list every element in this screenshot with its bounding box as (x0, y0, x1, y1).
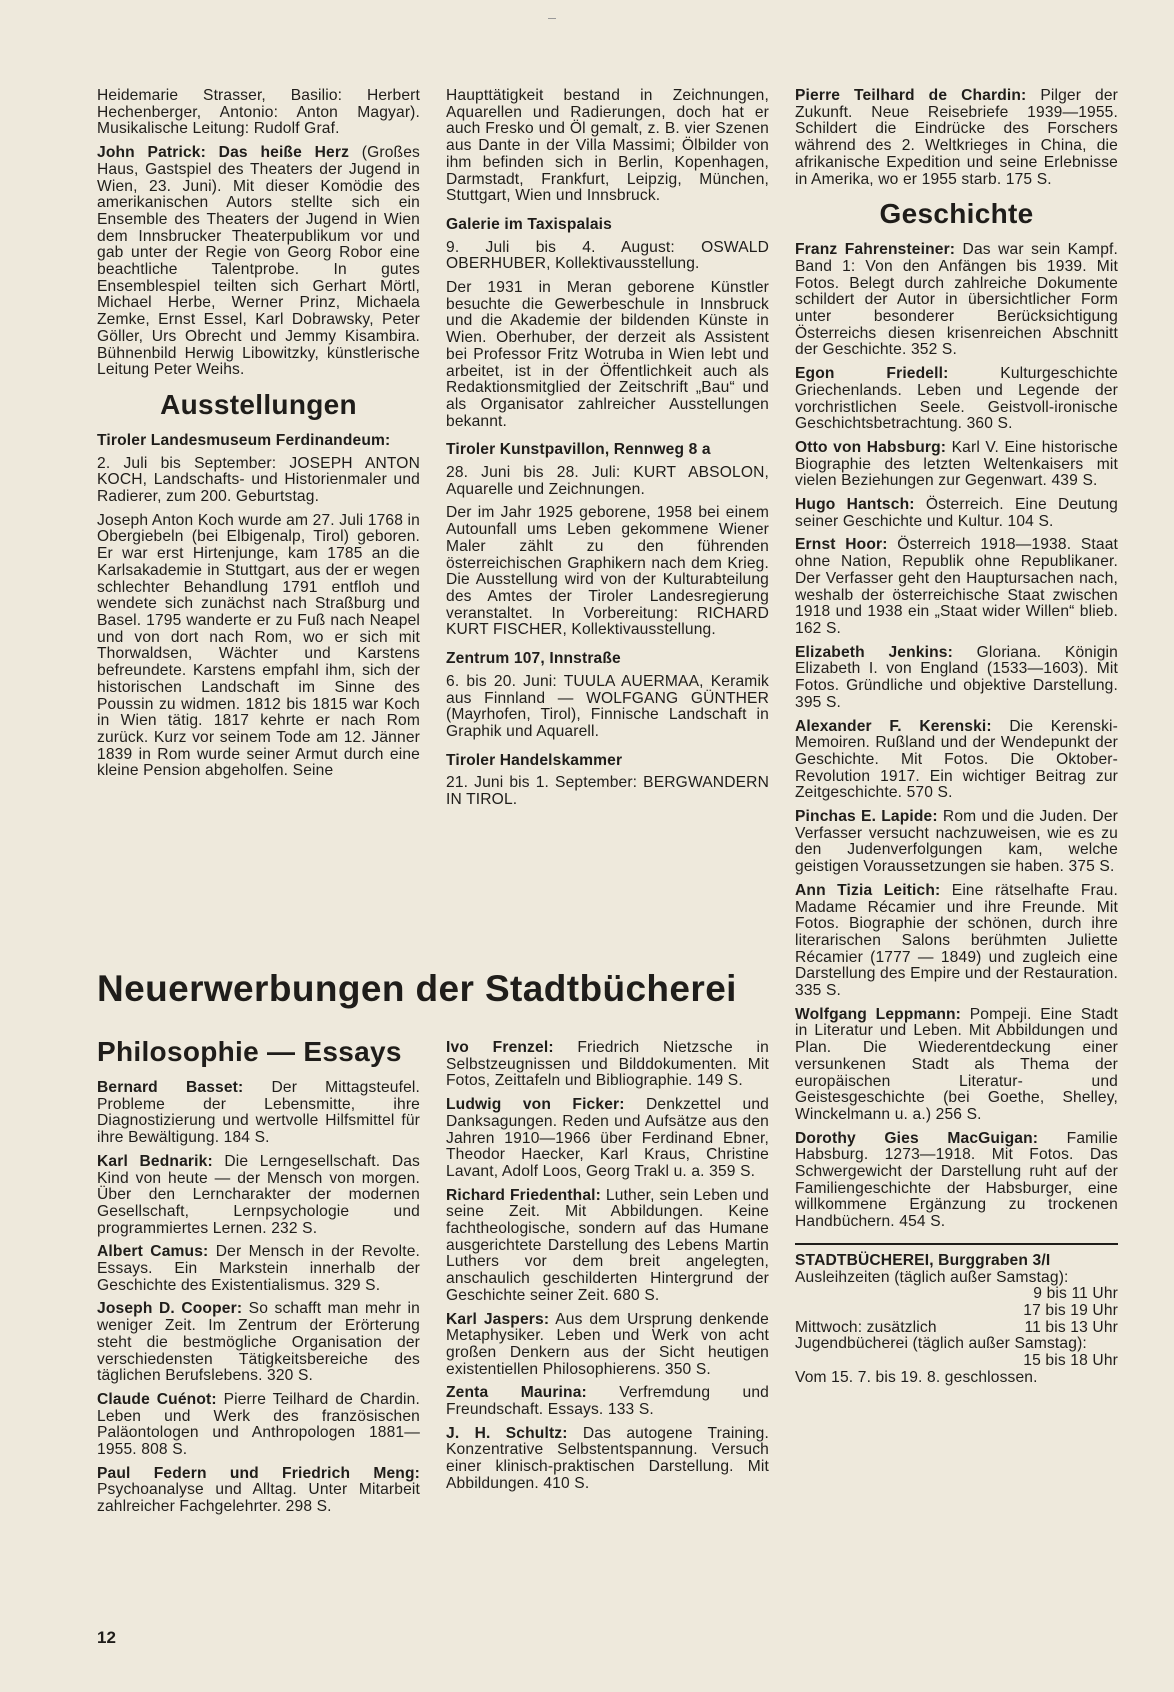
entry-paragraph (446, 465, 769, 498)
lending-time-2: 17 bis 19 Uhr (1023, 1302, 1118, 1319)
entry-author: Pierre Teilhard de Chardin: (795, 87, 1027, 104)
entry-text: Heidemarie Strasser, Basilio: Herbert Hechenberger, Antonio: Anton Magyar). Musikalische Leitung: Rudolf Graf. (97, 87, 420, 138)
column-2-bottom (446, 1040, 769, 1500)
entry-paragraph (795, 440, 1118, 490)
entry-paragraph (795, 645, 1118, 712)
entry-author: Bernard Basset: (97, 1079, 244, 1096)
entry-paragraph (446, 674, 769, 741)
venue-heading: Tiroler Kunstpavillon, Rennweg 8 a (446, 441, 711, 459)
entry-author: Karl Jaspers: (446, 1310, 550, 1328)
entry-paragraph (97, 456, 420, 506)
entry-text: 6. bis 20. Juni: TUULA AUERMAA, Keramik aus Finnland — WOLFGANG GÜNTHER (Mayrhofen, Tirol), Finnische Landschaft in Graphik und Aquarell. (446, 672, 769, 740)
library-title: STADTBÜCHEREI, Burggraben 3/I (795, 1251, 1051, 1269)
entry-text: Der im Jahr 1925 geborene, 1958 bei einem Autounfall ums Leben gekommene Wiener Maler zählt zu den führenden österreichischen Graphikern nach dem Krieg. Die Ausstellung wird von der Kulturabteilung des Amtes der Tiroler Landesregierung veranstaltet. In Vorbereitung: RICHARD KURT FISCHER, Kollektivausstellung. (446, 504, 769, 639)
section-heading: Ausstellungen (160, 388, 357, 420)
entry-text: Das autogene Training. Konzentrative Selbstentspannung. Versuch einer klinisch-praktischen Darstellung. Mit Abbildungen. 410 S. (446, 1424, 769, 1492)
entry-paragraph (795, 1131, 1118, 1231)
entry-paragraph (97, 1466, 420, 1516)
entry-author: Richard Friedenthal: (446, 1186, 602, 1204)
entry-paragraph (446, 240, 769, 273)
entry-author: Otto von Habsburg: (795, 438, 947, 456)
entry-author: Karl Bednarik: (97, 1152, 213, 1170)
entry-author: Joseph D. Cooper: (97, 1300, 243, 1318)
entry-author: Ann Tizia Leitich: (795, 881, 941, 899)
entry-text: Die Lerngesellschaft. Das Kind von heute — der Mensch von morgen. Über den Lerncharakter der modernen Gesellschaft, Lernpsychologie und programmiertes Lernen. 232 S. (97, 1152, 420, 1237)
entry-paragraph (795, 242, 1118, 359)
lending-time-1: 9 bis 11 Uhr (1033, 1285, 1118, 1303)
entry-author: Paul Federn und Friedrich Meng: (97, 1464, 420, 1482)
column-3 (795, 88, 1118, 1387)
section-heading: Geschichte (879, 198, 1034, 230)
entry-text: 9. Juli bis 4. August: OSWALD OBERHUBER, Kollektivausstellung. (446, 238, 769, 273)
entry-text: Friedrich Nietzsche in Selbstzeugnissen und Bilddokumenten. Mit Fotos, Zeittafeln und Bibliographie. 149 S. (446, 1039, 769, 1090)
entry-paragraph (97, 513, 420, 780)
column-1-top (97, 88, 420, 787)
entry-author: Pinchas E. Lapide: (795, 808, 938, 826)
entry-paragraph (795, 883, 1118, 1000)
entry-text: Joseph Anton Koch wurde am 27. Juli 1768 in Obergiebeln (bei Elbigenalp, Tirol) geboren. Er war erst Hirtenjunge, kam 1785 an die Karlsakademie in Stuttgart, aus der er wegen schlechter Behandlung 1791 entfloh und wendete sich zunächst nach Straßburg und Basel. 1795 wanderte er zu Fuß nach Neapel und von dort nach Rom, wo er sich mit Thorwaldsen, Wächter und Karstens befreundete. Karstens empfahl ihm, sich der historischen Landschaft im Sinne des Poussin zu widmen. 1812 bis 1815 war Koch in Wien tätig. 1817 kehrte er nach Rom zurück. Kurz vor seinem Tode am 12. Jänner 1839 in Rom wurde seiner Armut durch eine kleine Pension abgeholfen. Seine (97, 511, 420, 780)
youth-library-label: Jugendbücherei (täglich außer Samstag): (795, 1335, 1087, 1353)
entry-text: Karl V. Eine historische Biographie des letzten Weltenkaisers mit vielen Beziehungen zur Gegenwart. 439 S. (795, 438, 1118, 490)
entry-text: (Großes Haus, Gastspiel des Theaters der Jugend in Wien, 23. Juni). Mit dieser Komödie des amerikanischen Autors stellte sich ein Ensemble des Theaters der Jugend in Wien dem Innsbrucker Theaterpublikum vor und gab unter der Regie von Georg Robor eine beachtliche Talentprobe. In gutes Ensemblespiel teilten sich Gerhart Mörtl, Michael Herbe, Werner Prinz, Michaela Zemke, Ernst Essel, Karl Dobrawsky, Peter Göller, Urs Obrecht und Jemmy Kisambira. Bühnenbild Herwig Libowitzky, künstlerische Leitung Peter Weihs. (97, 144, 420, 379)
entry-text: Die Kerenski-Memoiren. Rußland und der Wendepunkt der Geschichte. Mit Fotos. Die Oktober-Revolution 1917. Ein wichtiger Beitrag zur Zeitgeschichte. 570 S. (795, 717, 1118, 802)
venue-heading: Tiroler Handelskammer (446, 751, 623, 769)
entry-paragraph (97, 1244, 420, 1294)
entry-author: Hugo Hantsch: (795, 496, 915, 514)
entry-text: Der Mittagsteufel. Probleme der Lebensmitte, ihre Diagnostizierung und wertvolle Hilfsmittel für ihre Bewältigung. 184 S. (97, 1079, 420, 1147)
entry-paragraph (446, 1426, 769, 1493)
entry-text: Familie Habsburg. 1273—1918. Mit Fotos. Das Schwergewicht der Darstellung ruht auf der Familiengeschichte der Habsburger, eine willkommene Ergänzung zu trockenen Handbüchern. 454 S. (795, 1129, 1118, 1231)
entry-text: Das war sein Kampf. Band 1: Von den Anfängen bis 1939. Mit Fotos. Belegt durch zahlreiche Dokumente schildert der Autor in übersichtlicher Form unter besonderer Berücksichtigung Österreichs diesen krisenreichen Abschnitt der Geschichte. 352 S. (795, 241, 1118, 359)
entry-text: Psychoanalyse und Alltag. Unter Mitarbeit zahlreicher Fachgelehrter. 298 S. (97, 1481, 420, 1516)
entry-text: Österreich. Eine Deutung seiner Geschichte und Kultur. 104 S. (795, 496, 1119, 530)
entry-paragraph (446, 1312, 769, 1379)
entry-author: Albert Camus: (97, 1243, 209, 1261)
entry-paragraph (446, 1097, 769, 1181)
entry-paragraph (446, 280, 769, 430)
entry-author: Franz Fahrensteiner: (795, 241, 956, 259)
entry-author: Elizabeth Jenkins: (795, 643, 953, 661)
entry-paragraph (97, 1154, 420, 1238)
entry-text: Pompeji. Eine Stadt in Literatur und Leben. Mit Abbildungen und Plan. Die Wiederentdeckung einer versunkenen Stadt als Thema der europäischen Literatur- und Geistesgeschichte (bei Goethe, Shelley, Winckelmann u. a.) 256 S. (795, 1005, 1118, 1123)
column-2-top (446, 88, 769, 816)
entry-text: So schafft man mehr in weniger Zeit. Im Zentrum der Erörterung steht die bestmögliche Organisation der verschiedensten Tätigkeitsbereiche des täglichen Berufslebens. 320 S. (97, 1300, 420, 1385)
entry-paragraph (795, 1007, 1118, 1124)
entry-author: J. H. Schultz: (446, 1424, 568, 1442)
entry-paragraph (97, 88, 420, 138)
entry-author: John Patrick: Das heiße Herz (97, 144, 350, 162)
entry-paragraph (446, 1188, 769, 1305)
entry-text: Österreich 1918—1938. Staat ohne Nation, Republik ohne Republikaner. Der Verfasser geht den Hauptursachen nach, weshalb der österreichische Staat zwischen 1918 und 1938 ein „Staat wider Willen“ blieb. 162 S. (795, 536, 1118, 637)
main-heading: Neuerwerbungen der Stadtbücherei (97, 968, 737, 1009)
venue-heading: Zentrum 107, Innstraße (446, 650, 621, 668)
entry-paragraph (795, 366, 1118, 433)
entry-author: Zenta Maurina: (446, 1384, 587, 1402)
entry-paragraph (97, 145, 420, 379)
entry-text: Denkzettel und Danksagungen. Reden und Aufsätze aus den Jahren 1910—1966 über Ferdinand Ebner, Theodor Haecker, Karl Kraus, Christine Lavant, Adolf Loos, Georg Trakl u. a. 359 S. (446, 1096, 769, 1180)
entry-paragraph (97, 1301, 420, 1385)
library-info-box (795, 1253, 1118, 1387)
entry-author: Ernst Hoor: (795, 536, 888, 554)
entry-paragraph (795, 497, 1118, 530)
entry-text: Rom und die Juden. Der Verfasser versucht nachzuweisen, wie es zu den Judenverfolgungen kam, welche geistigen Voraussetzungen sie haben. 375 S. (795, 808, 1118, 876)
entry-paragraph (446, 505, 769, 639)
entry-paragraph (97, 1080, 420, 1147)
lending-hours-label: Ausleihzeiten (täglich außer Samstag): (795, 1268, 1069, 1286)
entry-author: Ivo Frenzel: (446, 1039, 554, 1056)
entry-text: 21. Juni bis 1. September: BERGWANDERN IN TIROL. (446, 774, 769, 809)
entry-paragraph (97, 1392, 420, 1459)
section-heading: Philosophie — Essays (97, 1036, 402, 1067)
column-1-bottom (97, 1036, 420, 1523)
entry-paragraph (795, 719, 1118, 803)
closed-notice: Vom 15. 7. bis 19. 8. geschlossen. (795, 1368, 1038, 1386)
entry-paragraph (446, 775, 769, 808)
entry-text: 2. Juli bis September: JOSEPH ANTON KOCH, Landschafts- und Historienmaler und Radierer, zum 200. Geburtstag. (97, 454, 420, 506)
entry-text: Der 1931 in Meran geborene Künstler besuchte die Gewerbeschule in Innsbruck und die Akademie der bildenden Künste in Wien. Oberhuber, der derzeit als Assistent bei Professor Fritz Wotruba in Wien lebt und arbeitet, ist in der Öffentlichkeit auch als Redaktionsmitglied der Zeitschrift „Bau“ und als Organisator zahlreicher Ausstellungen bekannt. (446, 279, 769, 430)
entry-text: Verfremdung und Freundschaft. Essays. 133 S. (446, 1384, 769, 1419)
entry-paragraph (795, 809, 1118, 876)
entry-paragraph (446, 1040, 769, 1090)
divider (795, 1243, 1118, 1245)
entry-text: Aus dem Ursprung denkende Metaphysiker. Leben und Werk von acht großen Denkern aus der Sicht heutigen existentiellen Philosophierens. 350 S. (446, 1310, 769, 1378)
entry-author: Egon Friedell: (795, 365, 949, 383)
entry-text: Luther, sein Leben und seine Zeit. Mit Abbildungen. Keine fachtheologische, sondern auf das Humane ausgerichtete Darstellung des Lebens Martin Luthers vor dem breit angelegten, anschaulich geschilderten Hintergrund der Geschichte seiner Zeit. 680 S. (446, 1186, 769, 1304)
entry-paragraph (446, 1385, 769, 1418)
entry-author: Wolfgang Leppmann: (795, 1005, 962, 1023)
entry-author: Ludwig von Ficker: (446, 1096, 625, 1114)
venue-heading: Tiroler Landesmuseum Ferdinandeum: (97, 431, 391, 449)
entry-author: Alexander F. Kerenski: (795, 717, 992, 735)
page-number: 12 (97, 1628, 116, 1647)
entry-paragraph (795, 537, 1118, 637)
entry-text: Pilger der Zukunft. Neue Reisebriefe 1939—1955. Schildert die Eindrücke des Forschers während des 2. Weltkrieges in China, die afrikanische Expedition und seine Erlebnisse in Amerika, wo er 1955 starb. 175 S. (795, 87, 1118, 188)
entry-text: Haupttätigkeit bestand in Zeichnungen, Aquarellen und Radierungen, doch hat er auch Fresko und Öl gemalt, z. B. vier Szenen aus Dante in der Villa Massimi; Ölbilder von ihm befinden sich in Berlin, Kopenhagen, Darmstadt, Frankfurt, Leipzig, München, Stuttgart, Wien und Innsbruck. (446, 87, 769, 205)
entry-text: Gloriana. Königin Elizabeth I. von England (1533—1603). Mit Fotos. Gründliche und objektive Darstellung. 395 S. (795, 643, 1118, 711)
venue-heading: Galerie im Taxispalais (446, 215, 612, 233)
entry-text: 28. Juni bis 28. Juli: KURT ABSOLON, Aquarelle und Zeichnungen. (446, 464, 769, 498)
wednesday-time: 11 bis 13 Uhr (1024, 1318, 1118, 1336)
entry-text: Der Mensch in der Revolte. Essays. Ein Markstein innerhalb der Geschichte des Existentialismus. 329 S. (97, 1243, 420, 1294)
entry-paragraph (795, 88, 1118, 188)
youth-library-time: 15 bis 18 Uhr (1023, 1352, 1118, 1370)
entry-author: Claude Cuénot: (97, 1390, 217, 1408)
entry-text: Kulturgeschichte Griechenlands. Leben und Legende der vorchristlichen Seele. Geistvoll-ironische Geschichtsbetrachtung. 360 S. (795, 365, 1118, 433)
entry-text: Eine rätselhafte Frau. Madame Récamier und ihre Freunde. Mit Fotos. Biographie der schönen, durch ihre literarischen Salons berühmten Juliette Récamier (1777 — 1849) und zugleich eine Darstellung des Empire und der Restauration. 335 S. (795, 881, 1118, 1000)
entry-text: Pierre Teilhard de Chardin. Leben und Werk des französischen Paläontologen und Anthropologen 1881—1955. 808 S. (97, 1390, 420, 1459)
wednesday-label: Mittwoch: zusätzlich (795, 1318, 937, 1336)
entry-author: Dorothy Gies MacGuigan: (795, 1129, 1039, 1147)
scan-mark (548, 18, 556, 19)
entry-paragraph (446, 88, 769, 205)
